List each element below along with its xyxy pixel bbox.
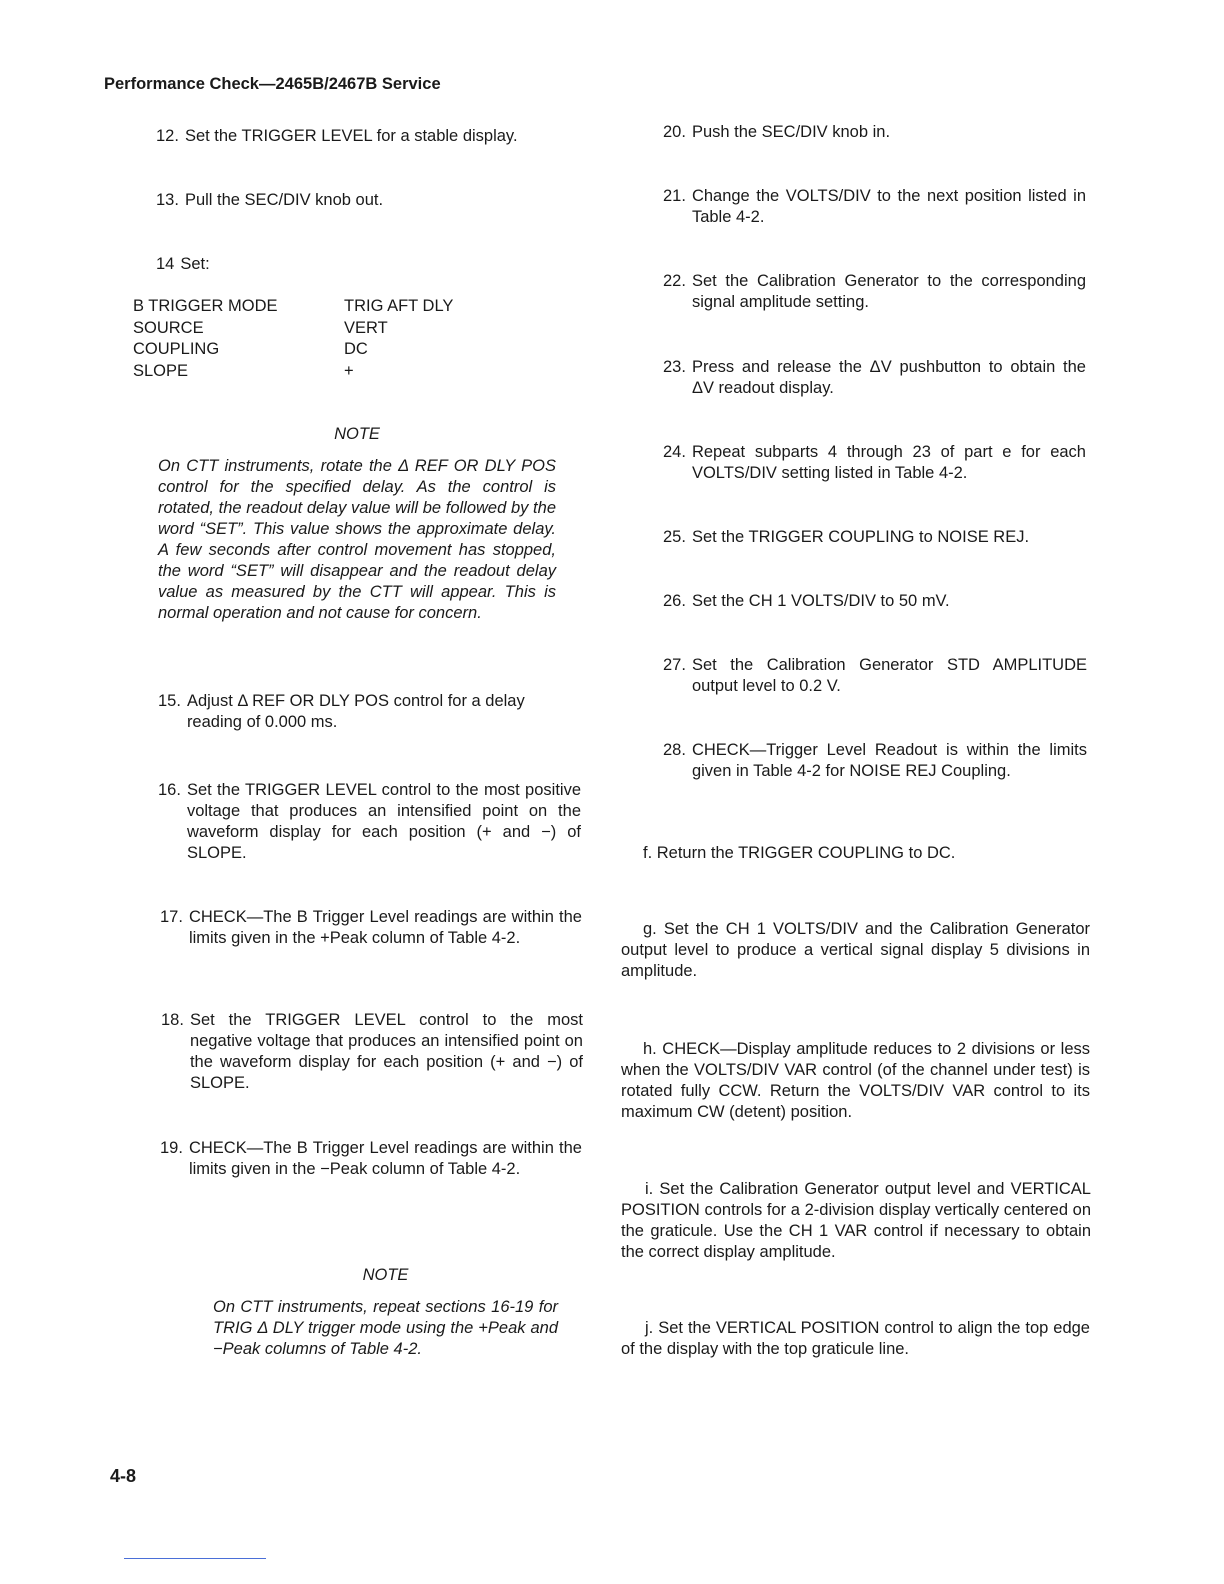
step-text: Set the TRIGGER LEVEL for a stable display. bbox=[184, 127, 518, 145]
step-text: Set the CH 1 VOLTS/DIV to 50 mV. bbox=[691, 592, 950, 610]
settings-row bbox=[133, 318, 453, 340]
step-number: 26. bbox=[663, 592, 686, 610]
step-26 bbox=[663, 591, 1086, 612]
note-title: NOTE bbox=[334, 425, 380, 443]
step-number: 20. bbox=[663, 123, 686, 141]
note-body: On CTT instruments, rotate the Δ REF OR DLY POS control for the specified delay. As the control is rotated, the readout delay value will be followed by the word “SET”. This value shows the approximate delay. A few seconds after control movement has stopped, the word “SET” will disappear and the readout delay value as measured by the CTT will appear. This is normal operation and not cause for concern. bbox=[158, 457, 556, 622]
step-text: Set the Calibration Generator to the corresponding signal amplitude setting. bbox=[691, 272, 1086, 311]
step-20 bbox=[663, 122, 1088, 143]
note-block bbox=[158, 424, 556, 624]
page-header: Performance Check—2465B/2467B Service bbox=[104, 75, 441, 93]
paragraph-j bbox=[621, 1318, 1090, 1360]
step-25 bbox=[663, 527, 1086, 548]
step-24 bbox=[663, 442, 1086, 484]
step-12 bbox=[156, 126, 566, 147]
step-text: Set the TRIGGER COUPLING to NOISE REJ. bbox=[691, 528, 1030, 546]
step-text: Change the VOLTS/DIV to the next position listed in Table 4-2. bbox=[691, 187, 1086, 226]
step-number: 19. bbox=[160, 1139, 183, 1157]
step-number: 12. bbox=[156, 127, 179, 145]
step-text: CHECK—Trigger Level Readout is within the limits given in Table 4-2 for NOISE REJ Coupling. bbox=[691, 741, 1087, 780]
step-number: 15. bbox=[158, 692, 181, 710]
paragraph-f bbox=[621, 843, 1090, 864]
step-number: 18. bbox=[161, 1011, 184, 1029]
step-number: 13. bbox=[156, 191, 179, 209]
step-text: Push the SEC/DIV knob in. bbox=[691, 123, 891, 141]
page-number: 4-8 bbox=[110, 1466, 137, 1486]
step-23 bbox=[663, 357, 1086, 399]
settings-row bbox=[133, 339, 453, 361]
step-text: Repeat subparts 4 through 23 of part e for each VOLTS/DIV setting listed in Table 4-2. bbox=[691, 443, 1086, 482]
setting-label: SLOPE bbox=[133, 361, 189, 380]
step-17 bbox=[160, 907, 582, 949]
step-19 bbox=[160, 1138, 582, 1180]
setting-value: DC bbox=[344, 340, 368, 358]
paragraph-h bbox=[621, 1039, 1090, 1123]
step-text: CHECK—The B Trigger Level readings are within the limits given in the +Peak column of Table 4-2. bbox=[188, 908, 582, 947]
step-text: Set the Calibration Generator STD AMPLITUDE output level to 0.2 V. bbox=[691, 656, 1087, 695]
step-text: Set: bbox=[180, 255, 210, 273]
step-number: 22. bbox=[663, 272, 686, 290]
step-number: 23. bbox=[663, 358, 686, 376]
step-number: 21. bbox=[663, 187, 686, 205]
step-21 bbox=[663, 186, 1086, 228]
paragraph-i bbox=[621, 1179, 1091, 1263]
setting-label: SOURCE bbox=[133, 318, 204, 337]
step-number: 17. bbox=[160, 908, 183, 926]
step-text: CHECK—The B Trigger Level readings are within the limits given in the −Peak column of Table 4-2. bbox=[188, 1139, 582, 1178]
step-text: Set the TRIGGER LEVEL control to the most negative voltage that produces an intensified point on the waveform display for each position (+ and −) of SLOPE. bbox=[189, 1011, 583, 1092]
setting-label: COUPLING bbox=[133, 340, 220, 358]
step-text: Pull the SEC/DIV knob out. bbox=[184, 191, 384, 209]
step-22 bbox=[663, 271, 1086, 313]
step-text: Adjust Δ REF OR DLY POS control for a delay reading of 0.000 ms. bbox=[186, 692, 525, 731]
paragraph-text: i. Set the Calibration Generator output level and VERTICAL POSITION controls for a 2-division display vertically centered on the graticule. Use the CH 1 VAR control if necessary to obtain the correct display amplitude. bbox=[621, 1180, 1091, 1261]
step-number: 25. bbox=[663, 528, 686, 546]
footer-rule bbox=[124, 1558, 266, 1559]
settings-row bbox=[133, 296, 453, 318]
step-number: 24. bbox=[663, 443, 686, 461]
step-number: 27. bbox=[663, 656, 686, 674]
note-title: NOTE bbox=[362, 1266, 409, 1284]
step-number: 14 bbox=[156, 255, 175, 273]
step-18 bbox=[161, 1010, 583, 1094]
note-body: On CTT instruments, repeat sections 16-19 for TRIG Δ DLY trigger mode using the +Peak and −Peak columns of Table 4-2. bbox=[213, 1298, 558, 1358]
paragraph-text: f. Return the TRIGGER COUPLING to DC. bbox=[643, 844, 956, 862]
setting-label: B TRIGGER MODE bbox=[133, 297, 278, 315]
step-27 bbox=[663, 655, 1087, 697]
step-number: 28. bbox=[663, 741, 686, 759]
step-16 bbox=[158, 780, 581, 864]
step-15 bbox=[158, 691, 580, 733]
paragraph-text: j. Set the VERTICAL POSITION control to align the top edge of the display with the top graticule line. bbox=[621, 1319, 1090, 1358]
paragraph-text: g. Set the CH 1 VOLTS/DIV and the Calibration Generator output level to produce a vertical signal display 5 divisions in amplitude. bbox=[621, 920, 1090, 980]
step-number: 16. bbox=[158, 781, 181, 799]
paragraph-text: h. CHECK—Display amplitude reduces to 2 divisions or less when the VOLTS/DIV VAR control (of the channel under test) is rotated fully CCW. Return the VOLTS/DIV VAR control to its maximum CW (detent) position. bbox=[621, 1040, 1090, 1121]
step-text: Set the TRIGGER LEVEL control to the most positive voltage that produces an intensified point on the waveform display for each position (+ and −) of SLOPE. bbox=[186, 781, 581, 862]
settings-row bbox=[133, 361, 453, 383]
paragraph-g bbox=[621, 919, 1090, 982]
step-text: Press and release the ΔV pushbutton to obtain the ΔV readout display. bbox=[691, 358, 1086, 397]
note-block bbox=[213, 1265, 558, 1360]
setting-value: + bbox=[344, 361, 354, 380]
setting-value: VERT bbox=[344, 318, 388, 337]
settings-table bbox=[133, 296, 453, 382]
step-13 bbox=[156, 190, 566, 211]
step-28 bbox=[663, 740, 1087, 782]
setting-value: TRIG AFT DLY bbox=[344, 297, 454, 315]
step-14 bbox=[156, 254, 566, 275]
